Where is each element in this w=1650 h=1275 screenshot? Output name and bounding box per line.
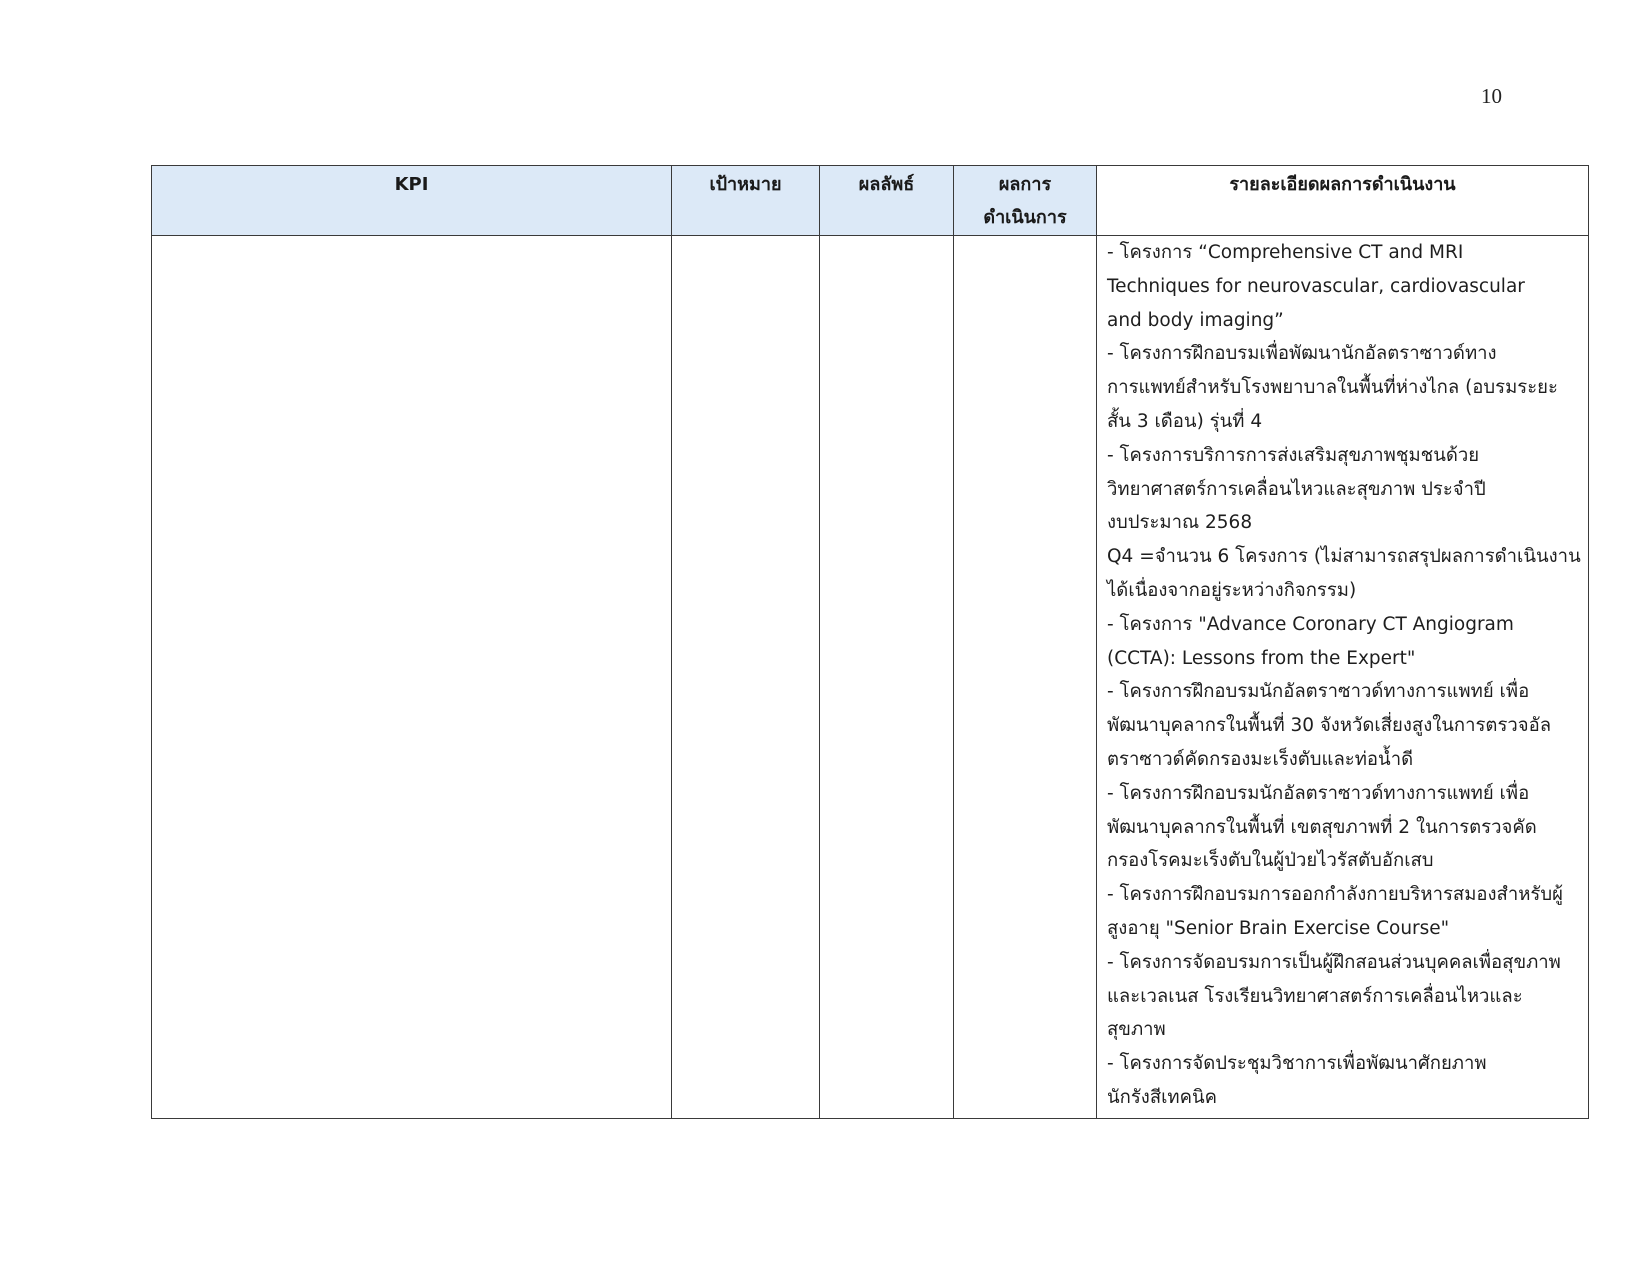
details-line: - โครงการ "Advance Coronary CT Angiogram: [1107, 613, 1514, 635]
details-line: สุขภาพ: [1107, 1019, 1166, 1041]
table-row: [152, 236, 1589, 1119]
details-line: - โครงการจัดประชุมวิชาการเพื่อพัฒนาศักยภาพ: [1107, 1053, 1487, 1075]
cell-performance: [954, 236, 1097, 1119]
details-line: และเวลเนส โรงเรียนวิทยาศาสตร์การเคลื่อนไหวและ: [1107, 985, 1523, 1007]
details-line: วิทยาศาสตร์การเคลื่อนไหวและสุขภาพ ประจำปี: [1107, 478, 1486, 500]
details-line: ตราซาวด์คัดกรองมะเร็งตับและท่อน้ำดี: [1107, 748, 1414, 770]
details-line: - โครงการจัดอบรมการเป็นผู้ฝึกสอนส่วนบุคคลเพื่อสุขภาพ: [1107, 951, 1561, 973]
header-result: ผลลัพธ์: [820, 166, 954, 236]
details-line: - โครงการฝึกอบรมการออกกำลังกายบริหารสมองสำหรับผู้: [1107, 884, 1563, 906]
details-line: นักรังสีเทคนิค: [1107, 1086, 1218, 1108]
cell-details: [1097, 236, 1589, 1119]
details-line: - โครงการฝึกอบรมนักอัลตราซาวด์ทางการแพทย์ เพื่อ: [1107, 681, 1530, 703]
details-line: สั้น 3 เดือน) รุ่นที่ 4: [1107, 410, 1263, 432]
details-line: and body imaging”: [1107, 309, 1284, 331]
details-line: Techniques for neurovascular, cardiovascular: [1107, 275, 1525, 297]
header-performance: ผลการ ดำเนินการ: [954, 166, 1097, 236]
kpi-table: [151, 165, 1589, 1119]
details-line: - โครงการฝึกอบรมนักอัลตราซาวด์ทางการแพทย์ เพื่อ: [1107, 782, 1530, 804]
details-line: ได้เนื่องจากอยู่ระหว่างกิจกรรม): [1107, 579, 1357, 601]
details-line: พัฒนาบุคลากรในพื้นที่ เขตสุขภาพที่ 2 ในการตรวจคัด: [1107, 816, 1537, 838]
cell-result: [820, 236, 954, 1119]
details-line: สูงอายุ "Senior Brain Exercise Course": [1107, 917, 1450, 939]
details-line: - โครงการ “Comprehensive CT and MRI: [1107, 242, 1464, 263]
details-line: งบประมาณ 2568: [1107, 512, 1253, 534]
header-kpi: KPI: [152, 166, 672, 236]
details-line: - โครงการบริการการส่งเสริมสุขภาพชุมชนด้วย: [1107, 444, 1480, 466]
details-line: Q4 =จำนวน 6 โครงการ (ไม่สามารถสรุปผลการดำเนินงาน: [1107, 546, 1581, 568]
details-line: กรองโรคมะเร็งตับในผู้ป่วยไวรัสตับอักเสบ: [1107, 850, 1434, 872]
header-details: รายละเอียดผลการดำเนินงาน: [1097, 166, 1589, 236]
cell-kpi: [152, 236, 672, 1119]
header-target: เป้าหมาย: [672, 166, 820, 236]
details-line: การแพทย์สำหรับโรงพยาบาลในพื้นที่ห่างไกล (อบรมระยะ: [1107, 377, 1558, 399]
details-line: พัฒนาบุคลากรในพื้นที่ 30 จังหวัดเสี่ยงสูงในการตรวจอัล: [1107, 715, 1552, 737]
details-line: - โครงการฝึกอบรมเพื่อพัฒนานักอัลตราซาวด์ทาง: [1107, 343, 1497, 365]
page-number: 10: [1481, 84, 1502, 108]
table-header-row: [152, 166, 1589, 236]
cell-target: [672, 236, 820, 1119]
details-line: (CCTA): Lessons from the Expert": [1107, 647, 1416, 669]
